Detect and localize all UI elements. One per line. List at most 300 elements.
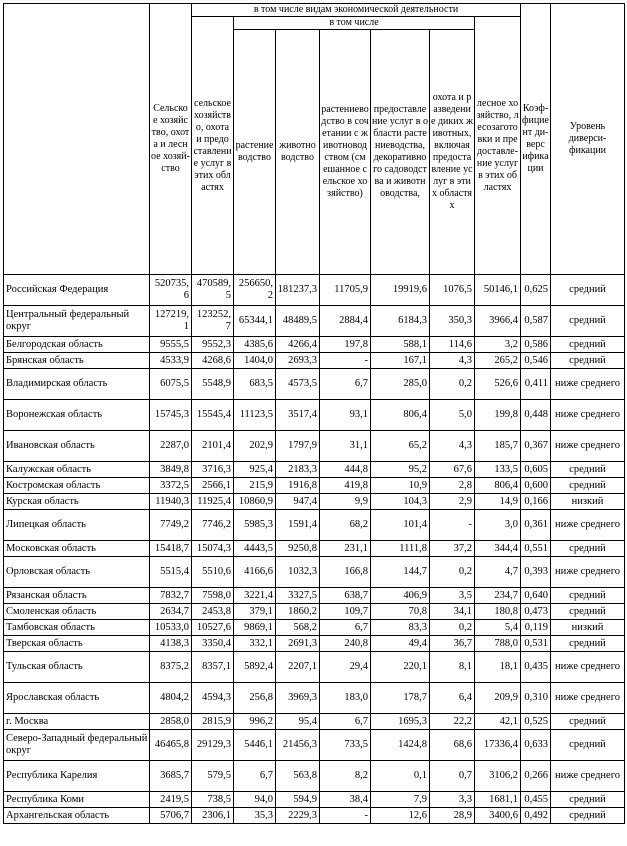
crop-cell: 4385,6 [234,337,276,353]
region-name-cell: Рязанская область [4,588,150,604]
services-cell: 7,9 [371,792,430,808]
subgroup-header: в том числе [234,17,475,30]
forest-cell: 14,9 [475,494,521,510]
coef-header: Коэффициент диверсификации [521,4,551,275]
forest-cell: 4,7 [475,557,521,588]
statistics-table [3,3,625,824]
level-cell: средний [551,636,625,652]
total-cell: 5706,7 [150,808,192,824]
services-cell: 104,3 [371,494,430,510]
animal-cell: 1860,2 [276,604,320,620]
table-row [4,620,625,636]
services-cell: 101,4 [371,510,430,541]
mixed-cell: 240,8 [320,636,371,652]
total-cell: 127219,1 [150,306,192,337]
animal-cell: 1032,3 [276,557,320,588]
region-name-cell: Республика Карелия [4,761,150,792]
table-row [4,730,625,761]
table-row [4,792,625,808]
services-cell: 19919,6 [371,275,430,306]
region-name-cell: Московская область [4,541,150,557]
region-name-cell: Северо-Западный федеральный округ [4,730,150,761]
agri-cell: 123252,7 [192,306,234,337]
level-cell: средний [551,541,625,557]
animal-cell: 2229,3 [276,808,320,824]
agri-cell: 11925,4 [192,494,234,510]
forest-cell: 1681,1 [475,792,521,808]
agri-cell: 10527,6 [192,620,234,636]
table-row [4,714,625,730]
total-header: Сельское хозяйство, охота и лесное хозяйство [150,4,192,275]
table-row [4,306,625,337]
coef-cell: 0,492 [521,808,551,824]
forest-cell: 3400,6 [475,808,521,824]
crop-cell: 5892,4 [234,652,276,683]
crop-cell: 3221,4 [234,588,276,604]
agri-cell: 29129,3 [192,730,234,761]
coef-cell: 0,310 [521,683,551,714]
total-cell: 46465,8 [150,730,192,761]
total-cell: 2858,0 [150,714,192,730]
region-name-cell: Липецкая область [4,510,150,541]
region-name-cell: Тамбовская область [4,620,150,636]
crop-cell: 5985,3 [234,510,276,541]
coef-cell: 0,586 [521,337,551,353]
total-cell: 8375,2 [150,652,192,683]
level-cell: ниже среднего [551,652,625,683]
region-name-cell: Смоленская область [4,604,150,620]
agri-cell: 2101,4 [192,431,234,462]
mixed-cell: 68,2 [320,510,371,541]
coef-cell: 0,166 [521,494,551,510]
agri-cell: 7598,0 [192,588,234,604]
coef-cell: 0,633 [521,730,551,761]
forest-header: лесное хозяйство, лесозаготовки и предоставление услуг в этих областях [475,17,521,275]
hunting-cell: 114,6 [430,337,475,353]
animal-cell: 4573,5 [276,369,320,400]
services-cell: 65,2 [371,431,430,462]
agri-cell: 2306,1 [192,808,234,824]
table-row [4,478,625,494]
mixed-cell: 11705,9 [320,275,371,306]
mixed-cell: 93,1 [320,400,371,431]
table-row [4,275,625,306]
animal-cell: 3969,3 [276,683,320,714]
table-row [4,462,625,478]
services-cell: 406,9 [371,588,430,604]
forest-cell: 806,4 [475,478,521,494]
coef-cell: 0,546 [521,353,551,369]
services-cell: 10,9 [371,478,430,494]
hunting-cell: 36,7 [430,636,475,652]
crop-cell: 215,9 [234,478,276,494]
coef-cell: 0,361 [521,510,551,541]
coef-cell: 0,625 [521,275,551,306]
total-cell: 3849,8 [150,462,192,478]
mixed-cell: 6,7 [320,369,371,400]
coef-cell: 0,448 [521,400,551,431]
mixed-cell: 109,7 [320,604,371,620]
crop-cell: 379,1 [234,604,276,620]
hunting-cell: 5,0 [430,400,475,431]
services-header: предоставление услуг в области растениеводства, декоративного садоводства и животноводства, [371,30,430,275]
crop-cell: 256,8 [234,683,276,714]
coef-cell: 0,435 [521,652,551,683]
animal-cell: 1591,4 [276,510,320,541]
forest-cell: 133,5 [475,462,521,478]
level-cell: средний [551,337,625,353]
forest-cell: 344,4 [475,541,521,557]
coef-cell: 0,393 [521,557,551,588]
coef-cell: 0,587 [521,306,551,337]
services-cell: 0,1 [371,761,430,792]
animal-cell: 48489,5 [276,306,320,337]
services-cell: 167,1 [371,353,430,369]
total-cell: 2287,0 [150,431,192,462]
region-name-cell: Ивановская область [4,431,150,462]
agri-cell: 579,5 [192,761,234,792]
region-name-cell: Воронежская область [4,400,150,431]
hunting-header: охота и разведение диких животных, включая предоставление услуг в этих областях [430,30,475,275]
level-cell: ниже среднего [551,557,625,588]
animal-cell: 1797,9 [276,431,320,462]
services-cell: 178,7 [371,683,430,714]
forest-cell: 3966,4 [475,306,521,337]
mixed-cell: 166,8 [320,557,371,588]
level-cell: средний [551,462,625,478]
table-row [4,541,625,557]
services-cell: 70,8 [371,604,430,620]
region-name-cell: Центральный федеральный округ [4,306,150,337]
forest-cell: 50146,1 [475,275,521,306]
table-row [4,761,625,792]
coef-cell: 0,605 [521,462,551,478]
crop-cell: 256650,2 [234,275,276,306]
mixed-cell: 183,0 [320,683,371,714]
services-cell: 1424,8 [371,730,430,761]
hunting-cell: 0,7 [430,761,475,792]
services-cell: 806,4 [371,400,430,431]
crop-cell: 11123,5 [234,400,276,431]
total-cell: 4138,3 [150,636,192,652]
forest-cell: 526,6 [475,369,521,400]
level-cell: ниже среднего [551,761,625,792]
coef-cell: 0,266 [521,761,551,792]
crop-cell: 94,0 [234,792,276,808]
hunting-cell: 37,2 [430,541,475,557]
crop-cell: 10860,9 [234,494,276,510]
hunting-cell: 6,4 [430,683,475,714]
total-cell: 3685,7 [150,761,192,792]
region-name-cell: Тульская область [4,652,150,683]
level-cell: ниже среднего [551,683,625,714]
agri-cell: 738,5 [192,792,234,808]
services-cell: 220,1 [371,652,430,683]
animal-cell: 3517,4 [276,400,320,431]
table-row [4,808,625,824]
forest-cell: 199,8 [475,400,521,431]
region-name-cell: Брянская область [4,353,150,369]
total-cell: 2634,7 [150,604,192,620]
hunting-cell: 1076,5 [430,275,475,306]
forest-cell: 3106,2 [475,761,521,792]
animal-cell: 568,2 [276,620,320,636]
coef-cell: 0,640 [521,588,551,604]
mixed-cell: - [320,353,371,369]
hunting-cell: 3,5 [430,588,475,604]
mixed-cell: 638,7 [320,588,371,604]
animal-cell: 3327,5 [276,588,320,604]
agri-cell: 7746,2 [192,510,234,541]
agri-cell: 4594,3 [192,683,234,714]
table-row [4,369,625,400]
animal-cell: 2691,3 [276,636,320,652]
agri-cell: 8357,1 [192,652,234,683]
mixed-cell: 31,1 [320,431,371,462]
services-cell: 285,0 [371,369,430,400]
hunting-cell: 0,2 [430,369,475,400]
level-cell: средний [551,478,625,494]
animal-cell: 2207,1 [276,652,320,683]
activities-group-header: в том числе видам экономической деятельности [192,4,521,17]
forest-cell: 234,7 [475,588,521,604]
hunting-cell: 350,3 [430,306,475,337]
mixed-cell: 8,2 [320,761,371,792]
level-cell: средний [551,808,625,824]
agri-cell: 9552,3 [192,337,234,353]
services-cell: 6184,3 [371,306,430,337]
services-cell: 12,6 [371,808,430,824]
services-cell: 144,7 [371,557,430,588]
crop-cell: 5446,1 [234,730,276,761]
mixed-cell: 29,4 [320,652,371,683]
table-row [4,683,625,714]
level-cell: средний [551,604,625,620]
total-cell: 15745,3 [150,400,192,431]
level-cell: ниже среднего [551,510,625,541]
hunting-cell: 8,1 [430,652,475,683]
region-header [4,4,150,275]
crop-cell: 925,4 [234,462,276,478]
coef-cell: 0,551 [521,541,551,557]
mixed-cell: 444,8 [320,462,371,478]
coef-cell: 0,367 [521,431,551,462]
animal-cell: 21456,3 [276,730,320,761]
hunting-cell: 34,1 [430,604,475,620]
mixed-cell: 231,1 [320,541,371,557]
level-cell: средний [551,792,625,808]
region-name-cell: Костромская область [4,478,150,494]
level-cell: средний [551,730,625,761]
total-cell: 10533,0 [150,620,192,636]
hunting-cell: 0,2 [430,620,475,636]
total-cell: 520735,6 [150,275,192,306]
services-cell: 83,3 [371,620,430,636]
hunting-cell: 68,6 [430,730,475,761]
mixed-header: растениеводство в сочетании с животноводством (смешанное сельское хозяйство) [320,30,371,275]
animal-cell: 181237,3 [276,275,320,306]
animal-cell: 9250,8 [276,541,320,557]
level-cell: ниже среднего [551,400,625,431]
hunting-cell: 22,2 [430,714,475,730]
agri-cell: 4268,6 [192,353,234,369]
level-cell: низкий [551,620,625,636]
region-name-cell: Калужская область [4,462,150,478]
coef-cell: 0,411 [521,369,551,400]
mixed-cell: 6,7 [320,620,371,636]
level-cell: средний [551,353,625,369]
animal-cell: 594,9 [276,792,320,808]
table-row [4,353,625,369]
animal-cell: 947,4 [276,494,320,510]
animal-cell: 4266,4 [276,337,320,353]
services-cell: 1695,3 [371,714,430,730]
crop-cell: 202,9 [234,431,276,462]
mixed-cell: 733,5 [320,730,371,761]
mixed-cell: 419,8 [320,478,371,494]
region-name-cell: Архангельская область [4,808,150,824]
animal-cell: 2183,3 [276,462,320,478]
level-cell: ниже среднего [551,431,625,462]
level-header: Уровень диверсификации [551,4,625,275]
services-cell: 1111,8 [371,541,430,557]
hunting-cell: 4,3 [430,431,475,462]
region-name-cell: Курская область [4,494,150,510]
mixed-cell: 197,8 [320,337,371,353]
animal-header: животноводство [276,30,320,275]
region-name-cell: Владимирская область [4,369,150,400]
table-row [4,604,625,620]
level-cell: средний [551,306,625,337]
coef-cell: 0,531 [521,636,551,652]
agri-cell: 3716,3 [192,462,234,478]
coef-cell: 0,600 [521,478,551,494]
forest-cell: 788,0 [475,636,521,652]
coef-cell: 0,525 [521,714,551,730]
forest-cell: 3,2 [475,337,521,353]
total-cell: 5515,4 [150,557,192,588]
animal-cell: 1916,8 [276,478,320,494]
level-cell: средний [551,275,625,306]
crop-cell: 332,1 [234,636,276,652]
hunting-cell: 0,2 [430,557,475,588]
region-name-cell: г. Москва [4,714,150,730]
agri-cell: 15545,4 [192,400,234,431]
total-cell: 11940,3 [150,494,192,510]
forest-cell: 180,8 [475,604,521,620]
table-row [4,636,625,652]
level-cell: низкий [551,494,625,510]
agri-cell: 2815,9 [192,714,234,730]
hunting-cell: 28,9 [430,808,475,824]
region-name-cell: Российская Федерация [4,275,150,306]
crop-cell: 4166,6 [234,557,276,588]
forest-cell: 209,9 [475,683,521,714]
crop-cell: 6,7 [234,761,276,792]
region-name-cell: Ярославская область [4,683,150,714]
crop-cell: 9869,1 [234,620,276,636]
agri-cell: 2566,1 [192,478,234,494]
services-cell: 588,1 [371,337,430,353]
agri-cell: 5548,9 [192,369,234,400]
total-cell: 6075,5 [150,369,192,400]
animal-cell: 2693,3 [276,353,320,369]
forest-cell: 42,1 [475,714,521,730]
region-name-cell: Белгородская область [4,337,150,353]
agri-cell: 3350,4 [192,636,234,652]
crop-cell: 35,3 [234,808,276,824]
level-cell: ниже среднего [551,369,625,400]
agri-cell: 2453,8 [192,604,234,620]
animal-cell: 95,4 [276,714,320,730]
forest-cell: 18,1 [475,652,521,683]
forest-cell: 3,0 [475,510,521,541]
total-cell: 7832,7 [150,588,192,604]
hunting-cell: 4,3 [430,353,475,369]
total-cell: 4533,9 [150,353,192,369]
mixed-cell: 9,9 [320,494,371,510]
forest-cell: 5,4 [475,620,521,636]
mixed-cell: - [320,808,371,824]
mixed-cell: 2884,4 [320,306,371,337]
coef-cell: 0,455 [521,792,551,808]
level-cell: средний [551,588,625,604]
crop-cell: 65344,1 [234,306,276,337]
hunting-cell: 2,8 [430,478,475,494]
level-cell: средний [551,714,625,730]
table-row [4,431,625,462]
forest-cell: 185,7 [475,431,521,462]
animal-cell: 563,8 [276,761,320,792]
crop-header: растениеводство [234,30,276,275]
coef-cell: 0,119 [521,620,551,636]
hunting-cell: - [430,510,475,541]
table-row [4,510,625,541]
services-cell: 95,2 [371,462,430,478]
total-cell: 2419,5 [150,792,192,808]
services-cell: 49,4 [371,636,430,652]
table-row [4,337,625,353]
crop-cell: 4443,5 [234,541,276,557]
coef-cell: 0,473 [521,604,551,620]
mixed-cell: 6,7 [320,714,371,730]
table-row [4,652,625,683]
forest-cell: 17336,4 [475,730,521,761]
agri-cell: 5510,6 [192,557,234,588]
region-name-cell: Тверская область [4,636,150,652]
hunting-cell: 3,3 [430,792,475,808]
table-row [4,494,625,510]
mixed-cell: 38,4 [320,792,371,808]
region-name-cell: Орловская область [4,557,150,588]
region-name-cell: Республика Коми [4,792,150,808]
total-cell: 9555,5 [150,337,192,353]
crop-cell: 996,2 [234,714,276,730]
table-row [4,557,625,588]
total-cell: 3372,5 [150,478,192,494]
crop-cell: 683,5 [234,369,276,400]
total-cell: 4804,2 [150,683,192,714]
forest-cell: 265,2 [475,353,521,369]
table-row [4,588,625,604]
total-cell: 15418,7 [150,541,192,557]
agri-cell: 15074,3 [192,541,234,557]
agri-header: сельское хозяйство, охота и предоставление услуг в этих областях [192,17,234,275]
hunting-cell: 2,9 [430,494,475,510]
total-cell: 7749,2 [150,510,192,541]
agri-cell: 470589,5 [192,275,234,306]
table-row [4,400,625,431]
